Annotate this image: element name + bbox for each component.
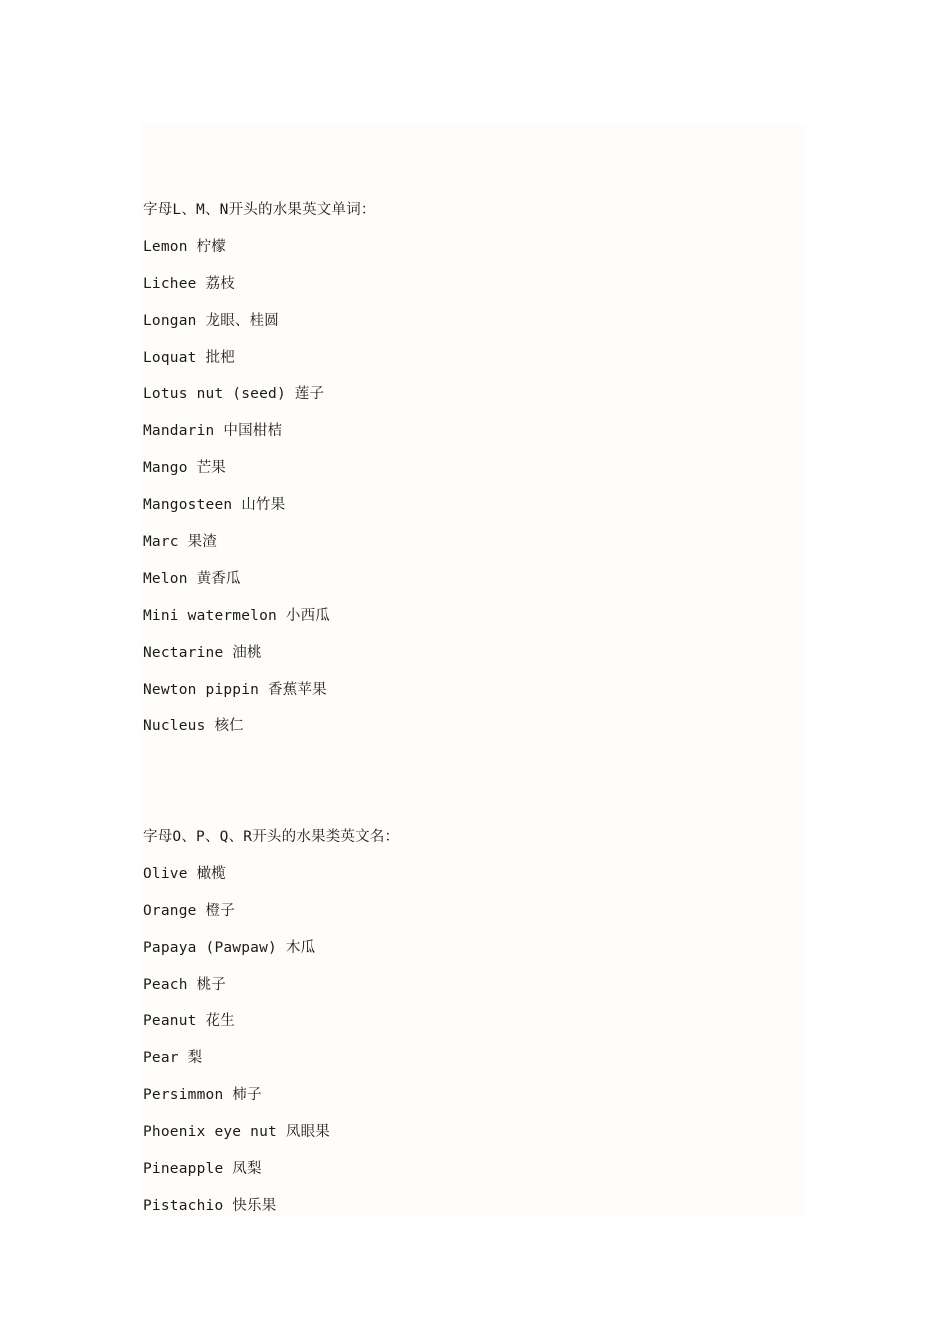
list-item: Marc 果渣 bbox=[143, 534, 218, 551]
list-item: Peanut 花生 bbox=[143, 1013, 235, 1030]
list-item: Mini watermelon 小西瓜 bbox=[143, 607, 330, 624]
list-item: Lotus nut (seed) 莲子 bbox=[143, 386, 325, 403]
list-item: Phoenix eye nut 凤眼果 bbox=[143, 1124, 330, 1141]
list-item: Pistachio 快乐果 bbox=[143, 1197, 277, 1214]
section-opqr bbox=[143, 825, 399, 1231]
list-item: Pear 梨 bbox=[143, 1050, 203, 1067]
list-item: Persimmon 柿子 bbox=[143, 1087, 262, 1104]
list-item: Nucleus 核仁 bbox=[143, 718, 244, 735]
list-item: Lemon 柠檬 bbox=[143, 238, 226, 255]
list-item: Melon 黄香瓜 bbox=[143, 570, 241, 587]
list-item: Newton pippin 香蕉苹果 bbox=[143, 681, 327, 698]
list-item: Nectarine 油桃 bbox=[143, 644, 262, 661]
list-item: Olive 橄榄 bbox=[143, 865, 226, 882]
list-item: Loquat 批杷 bbox=[143, 349, 235, 366]
list-item: Papaya (Pawpaw) 木瓜 bbox=[143, 939, 316, 956]
list-item: Pineapple 凤梨 bbox=[143, 1161, 262, 1178]
list-item: Peach 桃子 bbox=[143, 976, 226, 993]
section-heading: 字母O、P、Q、R开头的水果类英文名： bbox=[143, 829, 400, 845]
list-item: Mangosteen 山竹果 bbox=[143, 497, 286, 514]
list-item: Mango 芒果 bbox=[143, 460, 226, 477]
list-item: Mandarin 中国柑桔 bbox=[143, 423, 283, 440]
list-item: Longan 龙眼、桂圆 bbox=[143, 312, 280, 329]
section-heading: 字母L、M、N开头的水果英文单词： bbox=[143, 202, 376, 218]
list-item: Orange 橙子 bbox=[143, 902, 235, 919]
list-item: Lichee 荔枝 bbox=[143, 275, 235, 292]
section-lmn bbox=[143, 198, 376, 751]
